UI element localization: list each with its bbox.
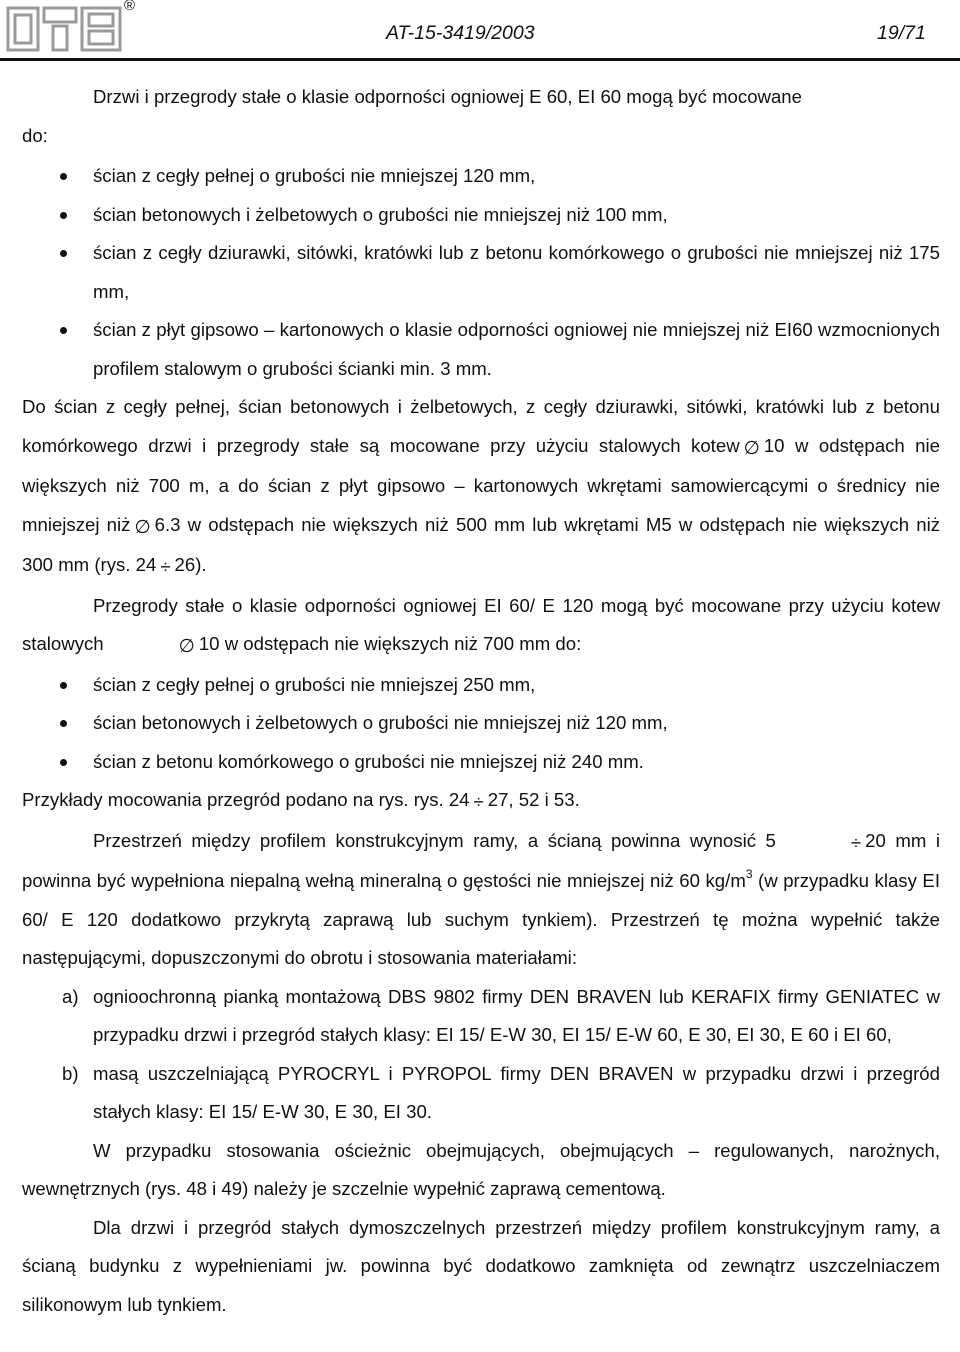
materials-list	[22, 978, 940, 1132]
list-marker: b)	[62, 1062, 79, 1084]
page-header	[0, 0, 960, 62]
range-symbol: ÷	[473, 791, 484, 812]
list-item: ścian z płyt gipsowo – kartonowych o klasie odporności ogniowej nie mniejszej niż EI60 wzmocnionych profilem stalowym o grubości ścianki min. 3 mm.	[22, 311, 940, 388]
document-body	[22, 78, 940, 1324]
page-number: 19/71	[877, 22, 926, 44]
anchoring-paragraph: Do ścian z cegły pełnej, ścian betonowych i żelbetowych, z cegły dziurawki, sitówki, kratówki lub z betonu komórkowego drzwi i przegrody stałe są mocowane przy użyciu stalowych kotew ∅ 10 w odstępach nie większych niż 700 m, a do ścian z płyt gipsowo – kartonowych wkrętami samowiercącymi o średnicy nie mniejszej niż ∅ 6.3 w odstępach nie większych niż 500 mm lub wkrętami M5 w odstępach nie większych niż 300 mm (rys. 24 ÷ 26).	[22, 388, 940, 587]
diameter-symbol: ∅	[178, 635, 195, 656]
list-item: a) ognioochronną pianką montażową DBS 9802 firmy DEN BRAVEN lub KERAFIX firmy GENIATEC w przypadku drzwi i przegród stałych klasy: EI 15/ E-W 30, EI 15/ E-W 60, E 30, EI 30, E 60 i EI 60,	[22, 978, 940, 1055]
smoke-paragraph: Dla drzwi i przegród stałych dymoszczelnych przestrzeń między profilem konstrukcyjnym ramy, a ścianą budynku z wypełnieniami jw. powinna być dodatkowo zamknięta od zewnątrz uszczelniaczem silikonowym lub tynkiem.	[22, 1216, 940, 1315]
wall-types-list	[22, 157, 940, 388]
list-item: b) masą uszczelniającą PYROCRYL i PYROPOL firmy DEN BRAVEN w przypadku drzwi i przegród stałych klasy: EI 15/ E-W 30, E 30, EI 30.	[22, 1055, 940, 1132]
intro-text: Drzwi i przegrody stałe o klasie odporności ogniowej E 60, EI 60 mogą być mocowane	[93, 86, 802, 107]
gap-paragraph: Przestrzeń między profilem konstrukcyjnym ramy, a ścianą powinna wynosić 5 ÷ 20 mm i powinna być wypełniona niepalną wełną mineralną o gęstości nie mniejszej niż 60 $kg/m^3$ (w przypadku klasy EI 60/ E 120 dodatkowo przykrytą zaprawą lub suchym tynkiem). Przestrzeń tę można wypełnić także następującymi, dopuszczonymi do obrotu i stosowania materiałami:	[22, 822, 940, 978]
partition-paragraph: Przegrody stałe o klasie odporności ogniowej EI 60/ E 120 mogą być mocowane przy użyciu kotew stalowych ∅ 10 w odstępach nie większych niż 700 mm do:	[22, 587, 940, 666]
list-item: ścian z cegły pełnej o grubości nie mniejszej 120 mm,	[22, 157, 940, 196]
list-item: ścian z cegły dziurawki, sitówki, kratówki lub z betonu komórkowego o grubości nie mniejszej niż 175 mm,	[22, 234, 940, 311]
list-item: ścian betonowych i żelbetowych o grubości nie mniejszej niż 100 mm,	[22, 196, 940, 235]
superscript: 3	[745, 867, 753, 881]
itb-logo	[6, 6, 124, 52]
registered-mark: ®	[124, 0, 136, 14]
examples-paragraph: Przykłady mocowania przegród podano na rys. rys. 24 ÷ 27, 52 i 53.	[22, 781, 940, 822]
header-rule	[0, 58, 960, 61]
intro-continuation: do:	[22, 124, 48, 146]
frames-paragraph: W przypadku stosowania ościeżnic obejmujących, obejmujących – regulowanych, narożnych, wewnętrznych (rys. 48 i 49) należy je szczelnie wypełnić zaprawą cementową.	[22, 1139, 940, 1199]
intro-paragraph	[22, 78, 940, 117]
list-marker: a)	[62, 985, 79, 1007]
partition-wall-list	[22, 666, 940, 782]
list-item: ścian betonowych i żelbetowych o grubości nie mniejszej niż 120 mm,	[22, 704, 940, 743]
list-item: ścian z cegły pełnej o grubości nie mniejszej 250 mm,	[22, 666, 940, 705]
list-item: ścian z betonu komórkowego o grubości nie mniejszej niż 240 mm.	[22, 743, 940, 782]
range-symbol: ÷	[160, 556, 171, 577]
document-id: AT-15-3419/2003	[386, 22, 535, 44]
diameter-symbol: ∅	[134, 515, 151, 537]
range-symbol: ÷	[850, 831, 862, 853]
diameter-symbol: ∅	[743, 436, 760, 458]
